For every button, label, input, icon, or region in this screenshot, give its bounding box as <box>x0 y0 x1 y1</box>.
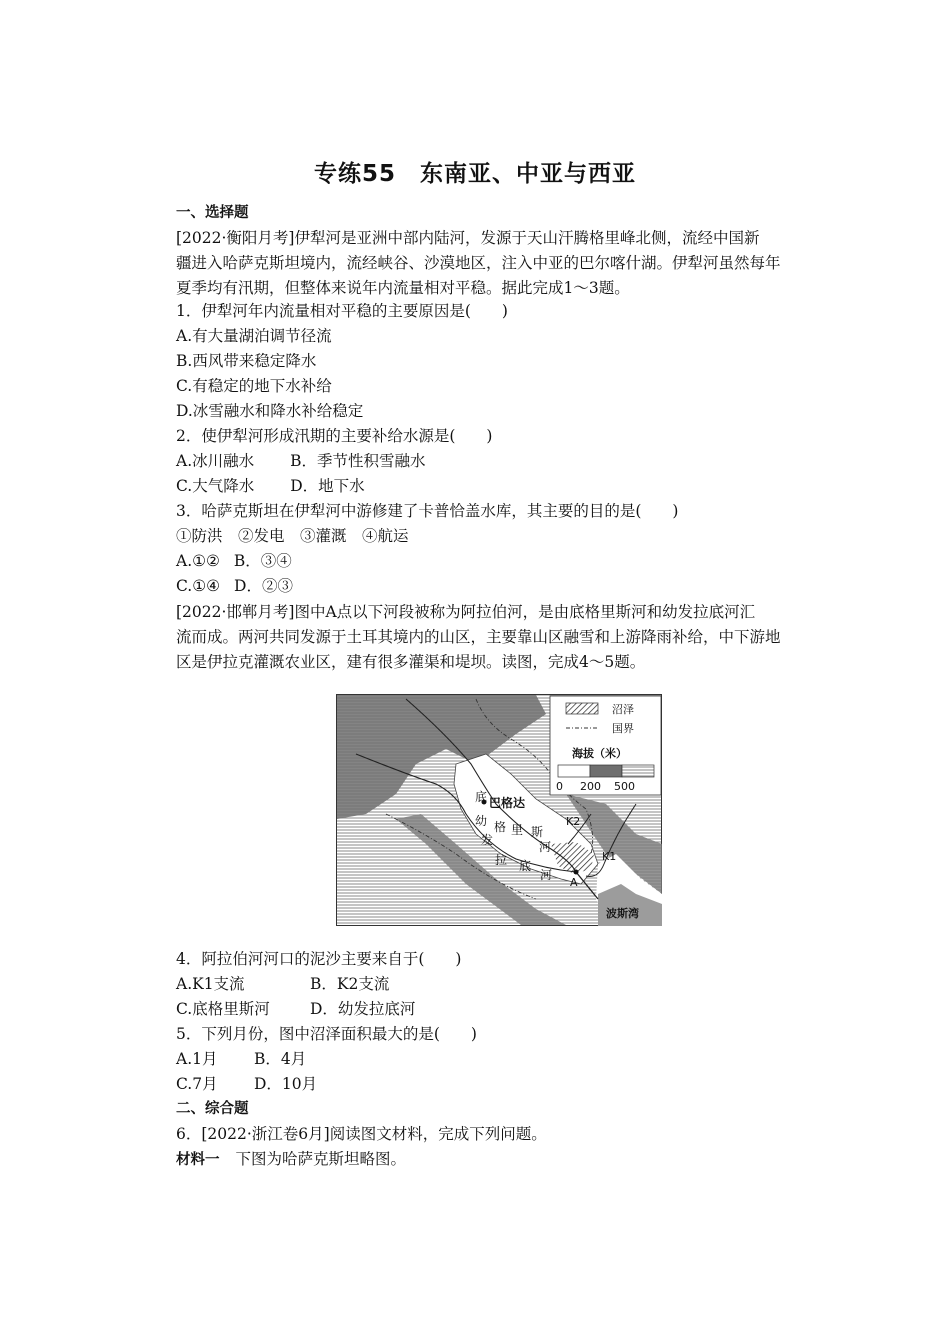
legend-tick-500: 500 <box>614 780 635 793</box>
question-3-option-b: B．③④ <box>233 552 292 570</box>
euphrates-label-3: 拉 <box>495 853 508 867</box>
question-5-options-ab <box>176 1049 306 1069</box>
tigris-euphrates-map <box>336 694 662 926</box>
question-6-material <box>176 1149 406 1170</box>
material-label: 材料一 <box>176 1152 220 1168</box>
baghdad-label: 巴格达 <box>489 796 526 810</box>
question-1-option-d: D.冰雪融水和降水补给稳定 <box>176 402 364 420</box>
tigris-label-3: 里 <box>511 823 524 837</box>
question-1-option-a: A.有大量湖泊调节径流 <box>176 327 332 345</box>
question-5-option-a: A.1月 <box>176 1050 218 1068</box>
map-legend <box>550 696 661 795</box>
question-5-stem: 5．下列月份，图中沼泽面积最大的是( ) <box>176 1025 477 1043</box>
tigris-label-4: 斯 <box>531 825 544 839</box>
euphrates-label-2: 发 <box>481 833 494 847</box>
question-2-options-cd <box>176 476 365 496</box>
question-4-option-c: C.底格里斯河 <box>176 1000 270 1018</box>
passage-tigris-euphrates <box>176 600 806 675</box>
tigris-label-1: 底 <box>475 790 488 804</box>
passage-line: [2022·衡阳月考]伊犁河是亚洲中部内陆河，发源于天山汗腾格里峰北侧，流经中国新 <box>176 229 760 247</box>
passage-line: 流而成。两河共同发源于土耳其境内的山区，主要靠山区融雪和上游降雨补给，中下游地 <box>176 628 781 646</box>
legend-border-label: 国界 <box>612 722 634 735</box>
euphrates-label-5: 河 <box>540 868 553 882</box>
question-1-option-b: B.西风带来稳定降水 <box>176 352 317 370</box>
question-5-options-cd <box>176 1074 317 1094</box>
question-5-option-b: B．4月 <box>254 1050 307 1068</box>
question-3-option-a: A.①② <box>176 552 220 570</box>
question-4-stem: 4．阿拉伯河河口的泥沙主要来自于( ) <box>176 950 462 968</box>
passage-line: 区是伊拉克灌溉农业区，建有很多灌渠和堤坝。读图，完成4～5题。 <box>176 653 646 671</box>
section-heading-comprehensive: 二、综合题 <box>176 1101 249 1117</box>
question-2-option-a: A.冰川融水 <box>176 452 255 470</box>
euphrates-label-4: 底 <box>519 859 532 873</box>
question-4-option-a: A.K1支流 <box>176 975 245 993</box>
k1-label: K1 <box>602 850 617 863</box>
question-2-option-b: B．季节性积雪融水 <box>290 452 426 470</box>
material-text: 下图为哈萨克斯坦略图。 <box>235 1150 407 1168</box>
question-1-option-c: C.有稳定的地下水补给 <box>176 377 332 395</box>
passage-line: 疆进入哈萨克斯坦境内，流经峡谷、沙漠地区，注入中亚的巴尔喀什湖。伊犁河虽然每年 <box>176 254 781 272</box>
question-4-option-b: B．K2支流 <box>310 975 390 993</box>
gulf-label: 波斯湾 <box>606 907 639 920</box>
legend-swamp-swatch <box>566 703 598 714</box>
question-3-options-cd <box>176 576 293 596</box>
question-4-options-ab <box>176 974 389 994</box>
tigris-label-5: 河 <box>539 840 552 854</box>
legend-elev-swatch-low <box>558 765 590 777</box>
euphrates-label-1: 幼 <box>475 814 488 828</box>
legend-tick-0: 0 <box>556 780 563 793</box>
tigris-label-2: 格 <box>494 820 507 834</box>
point-a <box>574 870 579 875</box>
page-title: 专练55 东南亚、中亚与西亚 <box>313 161 636 187</box>
question-4-options-cd <box>176 999 415 1019</box>
question-2-options-ab <box>176 451 426 471</box>
question-3-items: ①防洪 ②发电 ③灌溉 ④航运 <box>176 527 409 545</box>
k2-label: K2 <box>566 815 581 828</box>
question-2-stem: 2．使伊犁河形成汛期的主要补给水源是( ) <box>176 427 493 445</box>
question-4-option-d: D．幼发拉底河 <box>310 1000 416 1018</box>
question-5-option-c: C.7月 <box>176 1075 218 1093</box>
question-1-stem: 1．伊犁河年内流量相对平稳的主要原因是( ) <box>176 302 508 320</box>
passage-line: 夏季均有汛期，但整体来说年内流量相对平稳。据此完成1～3题。 <box>176 279 630 297</box>
question-5-option-d: D．10月 <box>254 1075 318 1093</box>
passage-line: [2022·邯郸月考]图中A点以下河段被称为阿拉伯河，是由底格里斯河和幼发拉底河汇 <box>176 603 756 621</box>
legend-elev-swatch-mid <box>590 765 622 777</box>
legend-tick-200: 200 <box>580 780 601 793</box>
question-2-option-d: D．地下水 <box>290 477 365 495</box>
question-3-option-c: C.①④ <box>176 577 221 595</box>
question-3-option-d: D．②③ <box>234 577 293 595</box>
section-heading-choice: 一、选择题 <box>176 205 249 221</box>
question-3-stem: 3．哈萨克斯坦在伊犁河中游修建了卡普恰盖水库，其主要的目的是( ) <box>176 502 679 520</box>
legend-elev-swatch-high <box>622 765 654 777</box>
question-3-options-ab <box>176 551 292 571</box>
a-label: A <box>570 876 578 889</box>
question-2-option-c: C.大气降水 <box>176 477 255 495</box>
question-6-stem: 6．[2022·浙江卷6月]阅读图文材料，完成下列问题。 <box>176 1125 547 1143</box>
passage-ili-river <box>176 226 806 301</box>
legend-swamp-label: 沼泽 <box>612 703 634 716</box>
legend-elevation-title: 海拔（米） <box>572 747 627 760</box>
